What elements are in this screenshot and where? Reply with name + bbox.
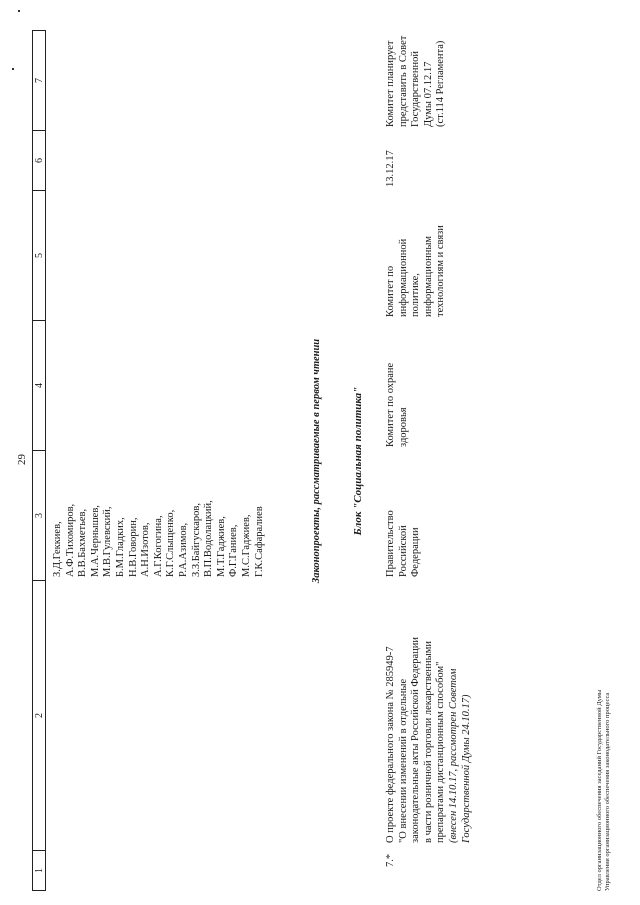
cosponsor-name: А.Г.Когогина, [152,515,164,577]
column-number: 6 [33,131,46,191]
committee-line: здоровья [397,407,409,447]
cosponsor-name: В.В.Бахметьев, [77,508,89,577]
cosponsor-name: З.З.Байгускаров, [190,503,202,577]
item-co-committee [385,225,448,317]
item-remark [385,36,448,127]
remark-line: Государственной [410,51,422,127]
cosponsor-name: М.С.Гаджиев, [240,514,252,577]
footer-line: Отдел организационного обеспечения заседаний Государственной Думы [596,689,603,891]
cosponsor-name: М.В.Гулевский, [102,506,114,577]
co-committee-line: технологиям и связи [435,225,447,317]
cosponsor-name: А.Н.Изотов, [140,522,152,577]
footer-line: Управления организационного обеспечения законодательного процесса [604,692,611,891]
column-number: 5 [33,191,46,321]
item-description [385,573,473,843]
column-header-row [32,30,46,891]
scan-dot [18,10,20,12]
block-title: Блок "Социальная политика" [352,386,364,536]
remark-line: Думы 07.12.17 [422,61,434,127]
co-committee-line: Комитет по [385,265,396,317]
section-title: Законопроекты, рассматриваемые в первом чтении [311,338,322,584]
description-line: препаратами дистанционным способом" [435,661,447,843]
author-line: Российской [397,525,409,577]
cosponsor-name: Б.М.Гладких, [114,517,126,577]
cosponsor-name: К.Г.Слыщенко, [165,509,177,577]
co-committee-line: политике, [410,273,422,317]
page-number: 29 [16,454,28,465]
item-committee [385,363,410,447]
co-committee-line: информационным [422,235,434,317]
co-committee-line: информационной [397,238,409,317]
cosponsor-name: Р.А.Азимов, [177,522,189,577]
column-number: 7 [33,31,46,131]
item-number: 7.* [385,853,396,867]
cosponsor-name: М.А.Чернышев, [89,505,101,577]
note-line: (внесен 14.10.17, рассмотрен Советом [447,668,459,843]
cosponsor-name: Ф.Г.Ганиев, [228,524,240,577]
author-line: Федерации [410,527,422,577]
item-author [385,510,423,577]
footer [596,690,612,891]
cosponsor-name: Н.В.Говорин, [127,517,139,577]
cosponsor-name: Г.К.Сафаралиев [253,506,265,577]
column-number: 4 [33,321,46,451]
description-line: "О внесении изменений в отдельные [397,678,409,843]
cosponsor-name: М.Т.Гаджиев, [215,516,227,577]
remark-line: представить в Совет [397,35,409,127]
author-line: Правительство [385,510,396,577]
item-date: 13.12.17 [385,150,396,187]
cosponsor-name: В.П.Водолацкий, [203,500,215,577]
remark-line: (ст.114 Регламента) [435,40,447,127]
note-line: Государственной Думы 24.10.17) [460,694,472,843]
cosponsor-name: З.Д.Геккиев, [52,521,63,577]
column-number: 3 [33,451,46,581]
cosponsor-name: А.Ф.Тихомиров, [64,503,76,577]
committee-line: Комитет по охране [385,362,396,447]
description-line: в части розничной торговли лекарственными [422,641,434,843]
scan-dot [12,68,14,70]
column-number: 2 [33,581,46,851]
remark-line: Комитет планирует [385,40,396,127]
cosponsor-list [52,500,266,577]
description-line: О проекте федерального закона № 285949-7 [385,646,396,843]
description-line: законодательные акты Российской Федерации [410,636,422,843]
column-number: 1 [33,851,46,891]
